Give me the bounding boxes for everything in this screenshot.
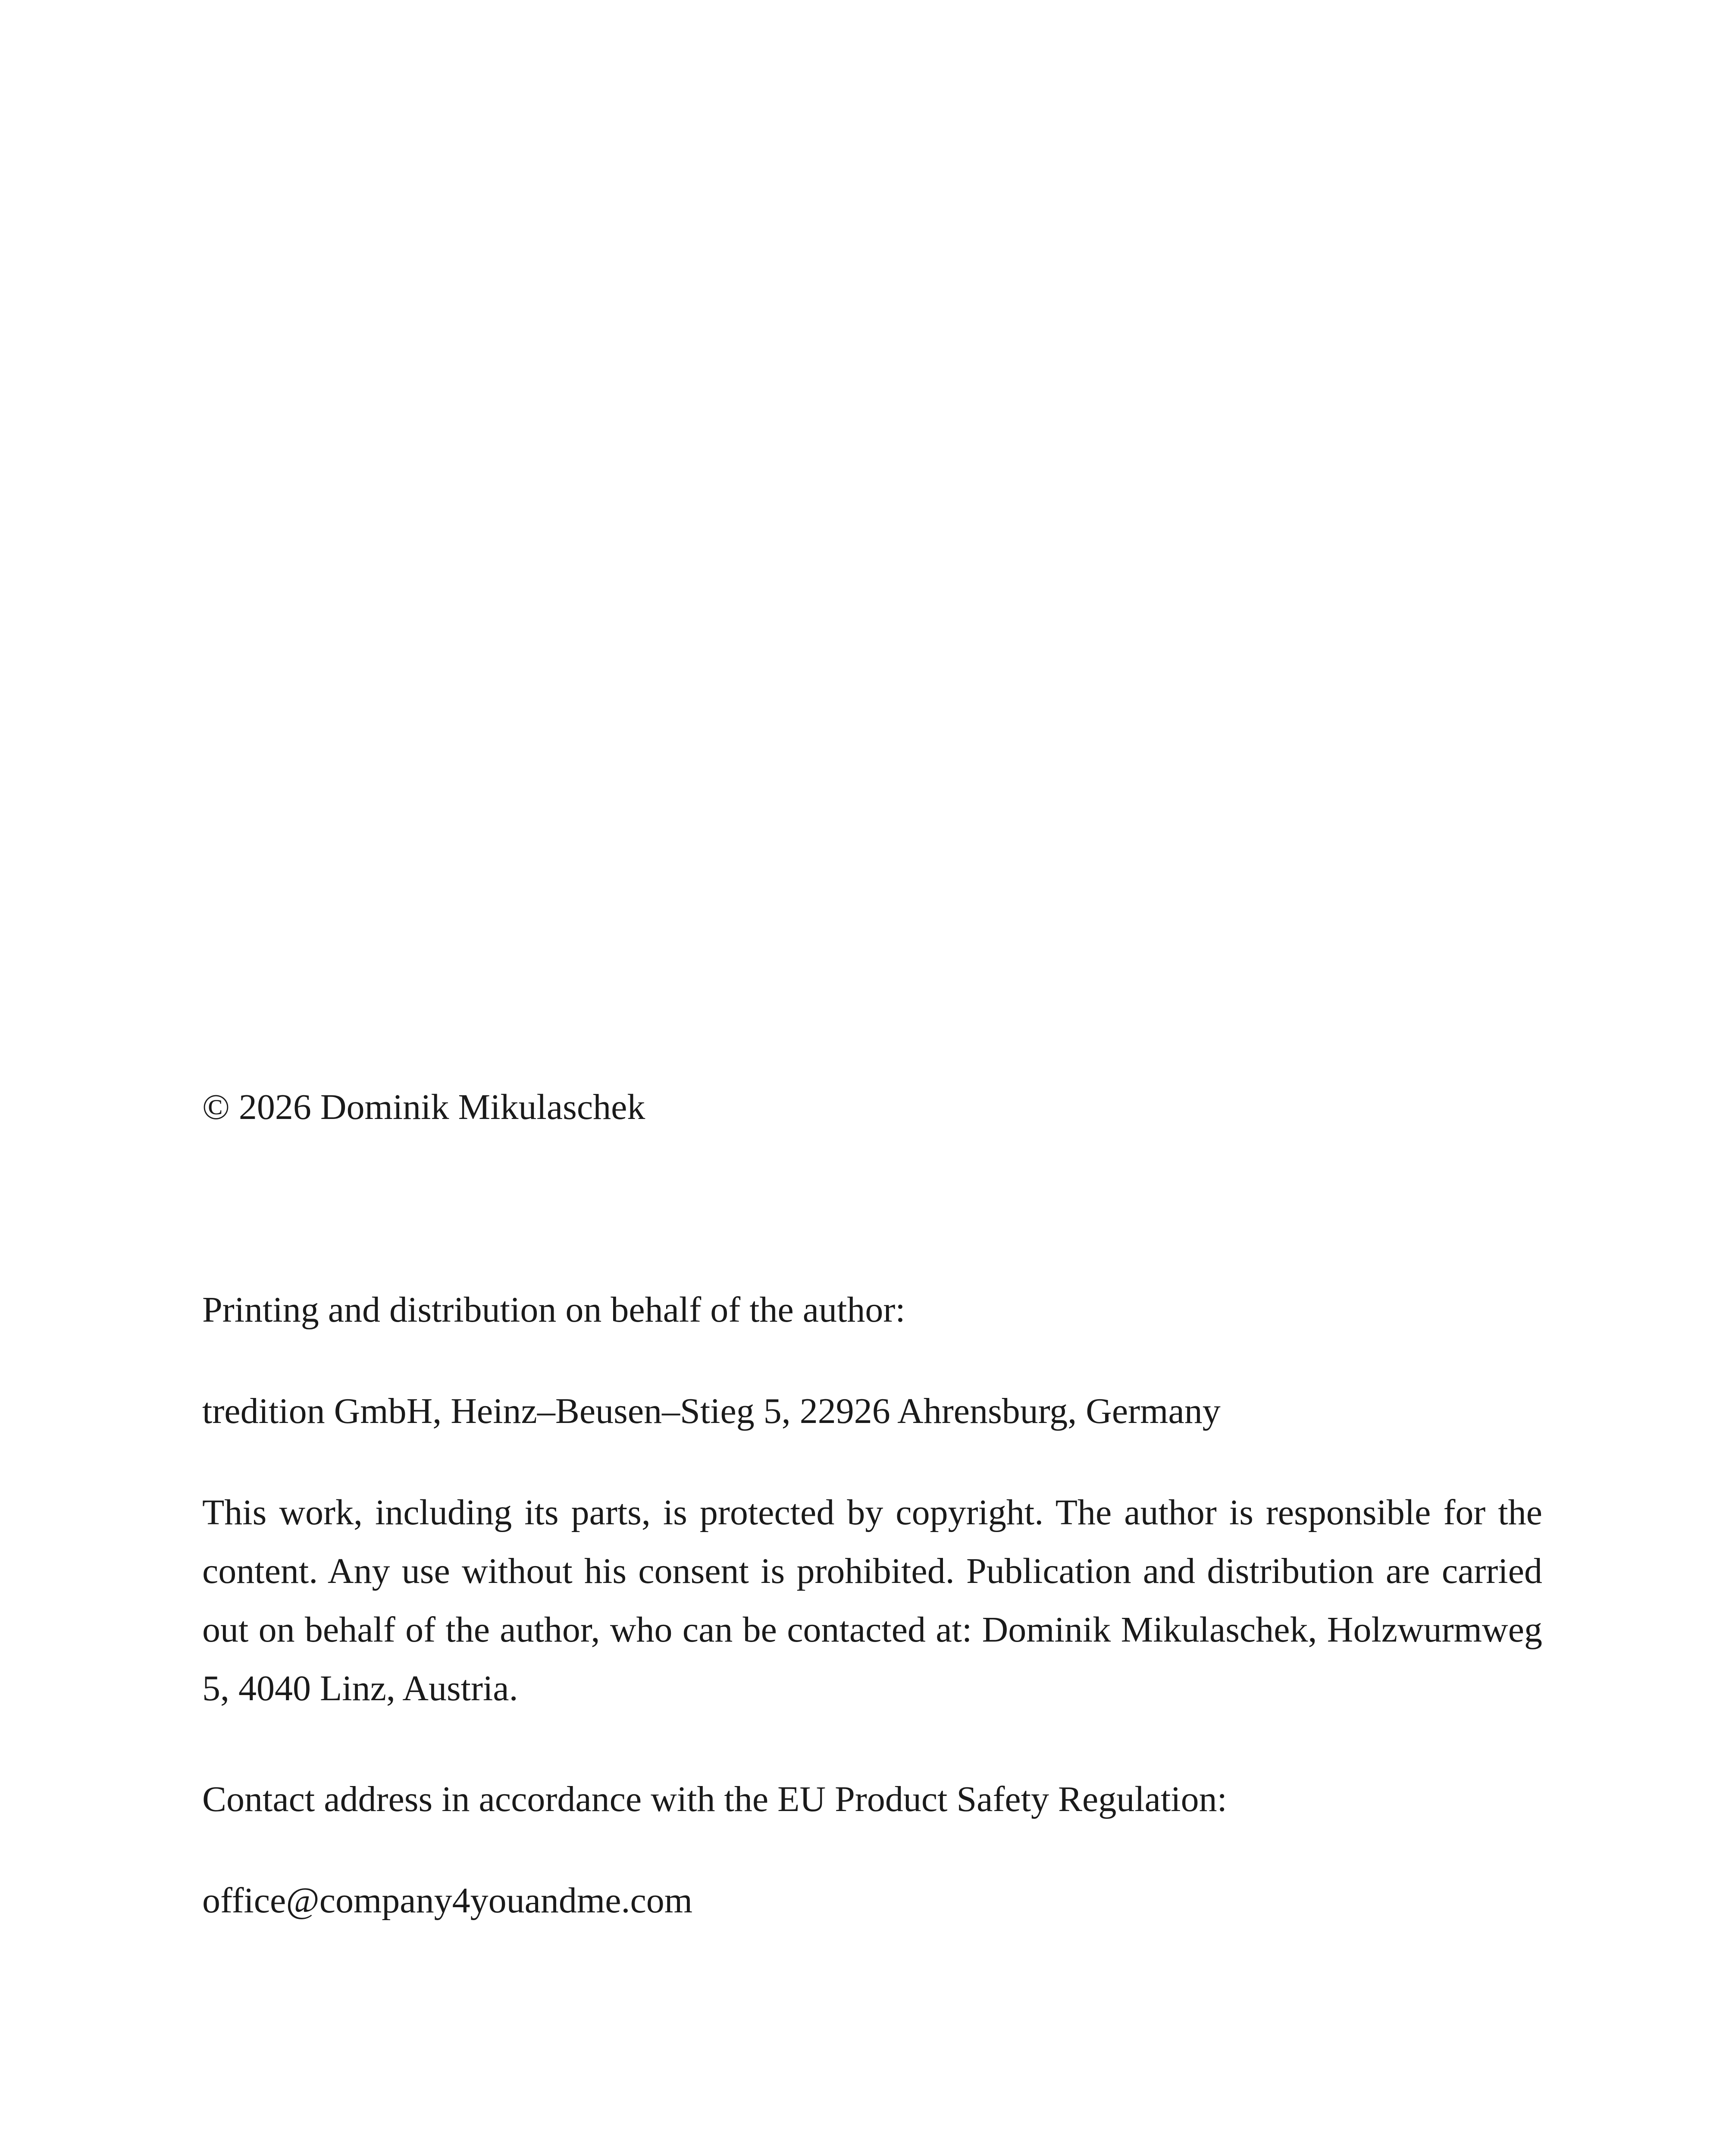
printing-distribution-label: Printing and distribution on behalf of the author: bbox=[202, 1290, 905, 1330]
contact-email: office@company4youandme.com bbox=[202, 1880, 693, 1921]
printer-address: tredition GmbH, Heinz–Beusen–Stieg 5, 22926 Ahrensburg, Germany bbox=[202, 1391, 1221, 1431]
copyright-notice-paragraph: This work, including its parts, is protected by copyright. The author is responsible for the content. Any use without his consent is prohibited. Publication and distribution are carried out on behalf of the author, who can be contacted at: Dominik Mikulaschek, Holzwurmweg 5, 4040 Linz, Austria. bbox=[202, 1492, 1542, 1708]
copyright-line: © 2026 Dominik Mikulaschek bbox=[202, 1087, 645, 1127]
eu-safety-contact-label: Contact address in accordance with the EU Product Safety Regulation: bbox=[202, 1779, 1227, 1819]
